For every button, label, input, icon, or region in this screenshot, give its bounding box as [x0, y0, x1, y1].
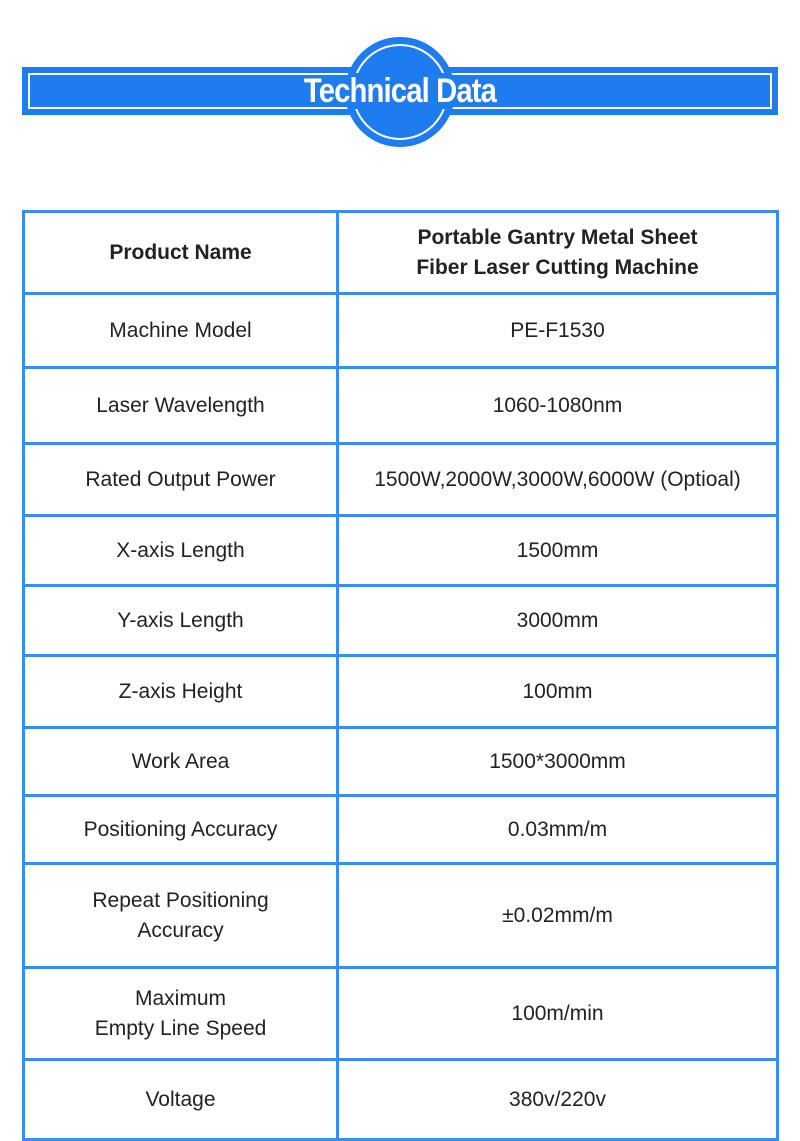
table-row	[24, 864, 778, 968]
spec-label: Product Name	[24, 212, 338, 294]
table-row	[24, 586, 778, 656]
spec-value: 1500W,2000W,3000W,6000W (Optioal)	[338, 444, 778, 516]
spec-label: Y-axis Length	[24, 586, 338, 656]
spec-label: Work Area	[24, 728, 338, 796]
table-row	[24, 294, 778, 368]
spec-value: ±0.02mm/m	[338, 864, 778, 968]
table-row	[24, 444, 778, 516]
table-row	[24, 212, 778, 294]
spec-value: 0.03mm/m	[338, 796, 778, 864]
spec-value: 1500*3000mm	[338, 728, 778, 796]
spec-label: Rated Output Power	[24, 444, 338, 516]
spec-label: Repeat Positioning Accuracy	[24, 864, 338, 968]
spec-value: 100m/min	[338, 968, 778, 1060]
spec-label: Maximum Empty Line Speed	[24, 968, 338, 1060]
spec-label: Laser Wavelength	[24, 368, 338, 444]
spec-label: Voltage	[24, 1060, 338, 1140]
table-row	[24, 968, 778, 1060]
table-row	[24, 1060, 778, 1140]
table-row	[24, 796, 778, 864]
table-row	[24, 516, 778, 586]
table-row	[24, 368, 778, 444]
table-row	[24, 656, 778, 728]
spec-value: 100mm	[338, 656, 778, 728]
spec-value: 1060-1080nm	[338, 368, 778, 444]
spec-label: X-axis Length	[24, 516, 338, 586]
spec-label: Z-axis Height	[24, 656, 338, 728]
spec-value: 380v/220v	[338, 1060, 778, 1140]
table-row	[24, 728, 778, 796]
spec-value: 1500mm	[338, 516, 778, 586]
page-title: Technical Data	[303, 72, 497, 110]
spec-label: Machine Model	[24, 294, 338, 368]
spec-value: Portable Gantry Metal Sheet Fiber Laser Cutting Machine	[338, 212, 778, 294]
spec-value: 3000mm	[338, 586, 778, 656]
spec-value: PE-F1530	[338, 294, 778, 368]
spec-label: Positioning Accuracy	[24, 796, 338, 864]
spec-table	[22, 210, 779, 1141]
